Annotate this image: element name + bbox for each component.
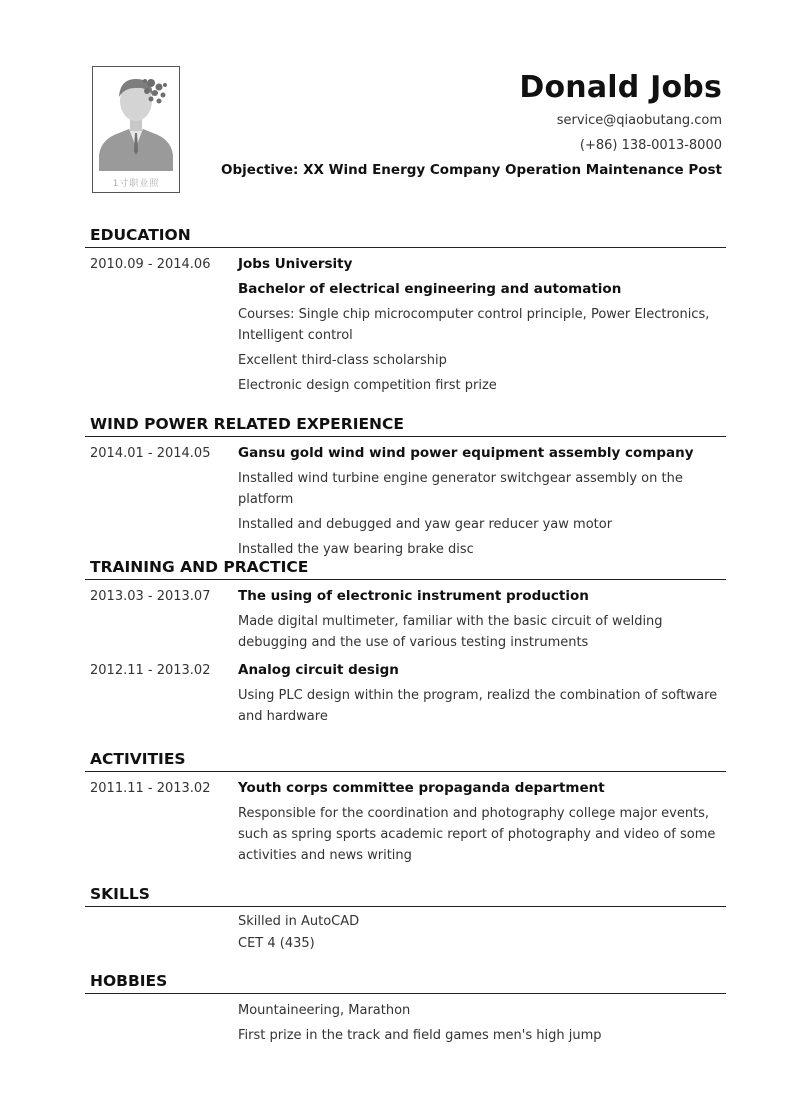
skill-item: CET 4 (435) [238, 936, 315, 951]
entry-date: 2010.09 - 2014.06 [90, 257, 211, 272]
skills-entry [85, 911, 726, 954]
entry-heading: The using of electronic instrument production [238, 588, 589, 604]
hobby-item: Mountaineering, Marathon [238, 1003, 411, 1018]
education-section [85, 224, 726, 400]
hobbies-section [85, 970, 726, 1050]
section-title: WIND POWER RELATED EXPERIENCE [85, 413, 726, 437]
training-entry [85, 586, 726, 653]
entry-heading: Youth corps committee propaganda department [238, 780, 605, 796]
entry-detail: Using PLC design within the program, realizd the combination of software and hardware [238, 688, 718, 724]
entry-detail: Courses: Single chip microcomputer control principle, Power Electronics, Intelligent control [238, 307, 710, 343]
entry-date: 2013.03 - 2013.07 [90, 589, 211, 604]
candidate-name: Donald Jobs [519, 70, 722, 105]
entry-date: 2012.11 - 2013.02 [90, 663, 211, 678]
section-title: TRAINING AND PRACTICE [85, 556, 726, 580]
training-section [85, 556, 726, 731]
school-name: Jobs University [238, 256, 353, 272]
hobby-item: First prize in the track and field games men's high jump [238, 1028, 602, 1043]
phone-number: (+86) 138-0013-8000 [579, 138, 722, 153]
entry-heading: Analog circuit design [238, 662, 399, 678]
avatar-silhouette-icon [93, 67, 179, 192]
entry-date: 2011.11 - 2013.02 [90, 781, 211, 796]
entry-detail: Installed and debugged and yaw gear reducer yaw motor [238, 517, 613, 532]
entry-detail: Installed wind turbine engine generator switchgear assembly on the platform [238, 471, 683, 507]
training-entry [85, 660, 726, 727]
email-address: service@qiaobutang.com [556, 113, 722, 128]
entry-detail: Installed the yaw bearing brake disc [238, 542, 474, 557]
education-entry [85, 254, 726, 396]
skill-item: Skilled in AutoCAD [238, 914, 360, 929]
experience-entry [85, 443, 726, 560]
section-title: EDUCATION [85, 224, 726, 248]
entry-detail: Electronic design competition first prize [238, 378, 497, 393]
hobbies-entry [85, 1000, 726, 1046]
section-title: HOBBIES [85, 970, 726, 994]
career-objective: Objective: XX Wind Energy Company Operation Maintenance Post [221, 162, 722, 178]
degree-name: Bachelor of electrical engineering and automation [238, 281, 622, 297]
entry-heading: Gansu gold wind wind power equipment assembly company [238, 445, 694, 461]
activity-entry [85, 778, 726, 866]
photo-caption: 1寸职业照 [112, 179, 160, 189]
skills-section [85, 883, 726, 955]
profile-photo [92, 66, 180, 193]
activities-section [85, 748, 726, 870]
entry-detail: Made digital multimeter, familiar with the basic circuit of welding debugging and the use of various testing instruments [238, 614, 663, 650]
entry-date: 2014.01 - 2014.05 [90, 446, 211, 461]
section-title: ACTIVITIES [85, 748, 726, 772]
entry-detail: Excellent third-class scholarship [238, 353, 447, 368]
experience-section [85, 413, 726, 564]
entry-detail: Responsible for the coordination and photography college major events, such as spring sports academic report of photography and video of some activities and news writing [238, 806, 716, 863]
section-title: SKILLS [85, 883, 726, 907]
